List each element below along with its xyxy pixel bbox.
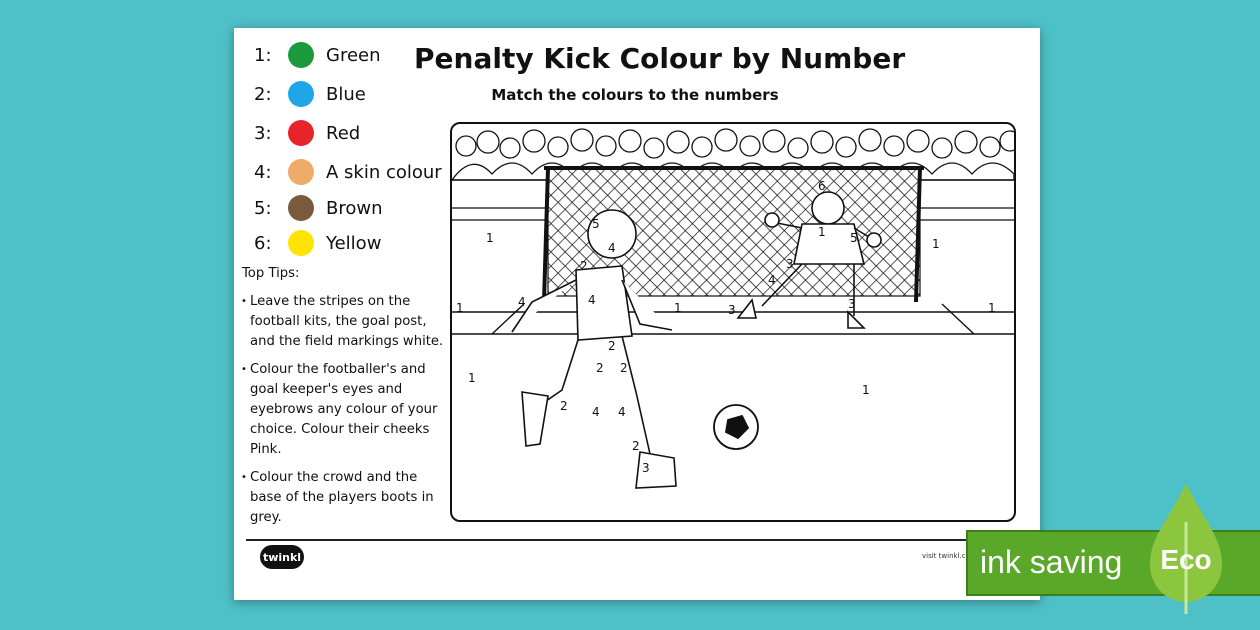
yellow-swatch	[288, 230, 314, 256]
key-label: Green	[326, 44, 381, 66]
svg-text:1: 1	[862, 383, 870, 397]
key-number: 3:	[254, 122, 272, 144]
svg-text:3: 3	[786, 257, 794, 271]
svg-text:4: 4	[768, 273, 776, 287]
worksheet-page	[234, 28, 1040, 600]
svg-text:6: 6	[818, 179, 826, 193]
key-label: Blue	[326, 83, 366, 105]
blue-swatch	[288, 81, 314, 107]
twinkl-logo[interactable]: twinkl	[260, 545, 304, 569]
skin-swatch	[288, 159, 314, 185]
svg-text:4: 4	[592, 405, 600, 419]
svg-text:2: 2	[620, 361, 628, 375]
svg-text:7: 7	[730, 421, 738, 435]
key-number: 4:	[254, 161, 272, 183]
svg-text:4: 4	[618, 405, 626, 419]
key-number: 1:	[254, 44, 272, 66]
key-label: Red	[326, 122, 361, 144]
key-row-6	[254, 228, 381, 258]
top-tips	[242, 264, 450, 536]
key-row-4	[254, 157, 442, 187]
key-label: A skin colour	[326, 161, 442, 183]
svg-text:1: 1	[456, 301, 464, 315]
svg-text:1: 1	[818, 225, 826, 239]
svg-text:1: 1	[932, 237, 940, 251]
tips-heading: Top Tips:	[242, 266, 300, 281]
svg-text:2: 2	[560, 399, 568, 413]
svg-text:3: 3	[728, 303, 736, 317]
svg-text:2: 2	[596, 361, 604, 375]
key-row-1	[254, 40, 381, 70]
key-number: 6:	[254, 232, 272, 254]
svg-text:1: 1	[674, 301, 682, 315]
svg-text:1: 1	[486, 231, 494, 245]
colouring-illustration	[450, 122, 1016, 522]
svg-text:1: 1	[468, 371, 476, 385]
key-row-2	[254, 79, 366, 109]
svg-text:3: 3	[642, 461, 650, 475]
svg-text:4: 4	[588, 293, 596, 307]
svg-text:5: 5	[592, 217, 600, 231]
page-subtitle: Match the colours to the numbers	[491, 86, 779, 104]
tip-item: • Colour the footballer's and goal keeper's eyes and eyebrows any colour of your choice. Colour their cheeks Pink.	[242, 360, 450, 460]
key-number: 5:	[254, 197, 272, 219]
svg-text:3: 3	[848, 297, 856, 311]
eco-badge-label: Eco	[1160, 544, 1212, 575]
ink-saving-label: ink saving	[980, 544, 1123, 580]
svg-text:2: 2	[632, 439, 640, 453]
red-swatch	[288, 120, 314, 146]
tip-item: • Colour the crowd and the base of the players boots in grey.	[242, 468, 450, 528]
key-row-5	[254, 193, 383, 223]
visit-link[interactable]: visit twinkl.c	[922, 552, 966, 560]
penalty-kick-line-art	[452, 124, 1014, 520]
key-number: 2:	[254, 83, 272, 105]
key-row-3	[254, 118, 360, 148]
green-swatch	[288, 42, 314, 68]
svg-text:2: 2	[608, 339, 616, 353]
svg-text:4: 4	[518, 295, 526, 309]
svg-text:2: 2	[580, 259, 588, 273]
page-title: Penalty Kick Colour by Number	[414, 42, 906, 75]
key-label: Yellow	[326, 232, 382, 254]
brown-swatch	[288, 195, 314, 221]
footer-divider	[246, 539, 1028, 541]
svg-text:1: 1	[988, 301, 996, 315]
svg-text:5: 5	[850, 231, 858, 245]
tip-item: • Leave the stripes on the football kits, the goal post, and the field markings white.	[242, 292, 450, 352]
key-label: Brown	[326, 197, 383, 219]
svg-text:4: 4	[608, 241, 616, 255]
